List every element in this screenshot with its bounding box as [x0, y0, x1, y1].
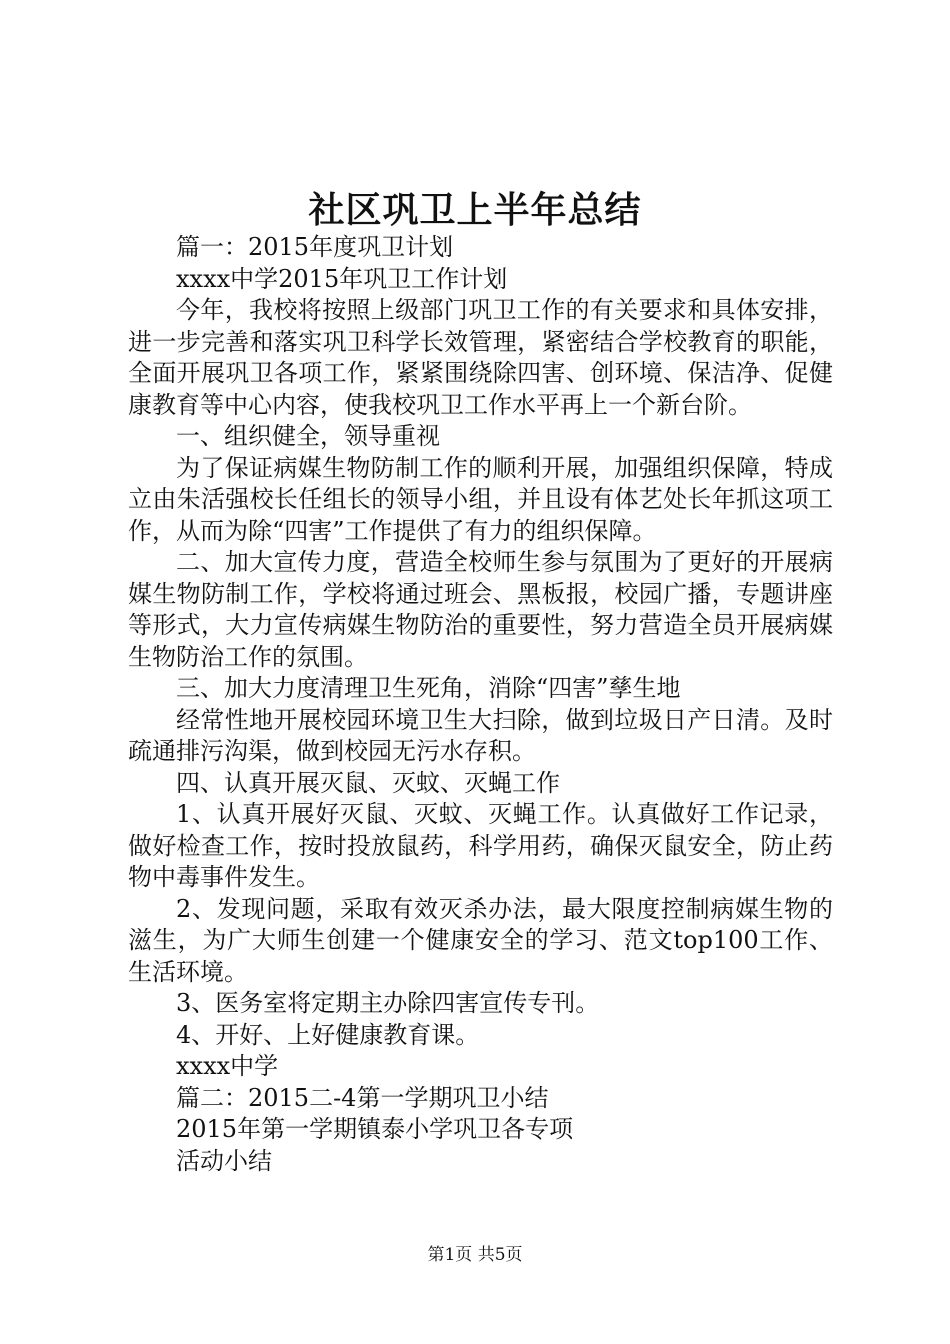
section-heading: 篇一：2015年度巩卫计划	[176, 233, 454, 261]
paragraph: 经常性地开展校园环境卫生大扫除，做到垃圾日产日清。及时疏通排污沟渠，做到校园无污水存积。	[128, 705, 833, 765]
summary-title: 2015年第一学期镇泰小学巩卫各专项	[176, 1115, 574, 1143]
summary-title: 活动小结	[176, 1146, 272, 1175]
list-item: 1、认真开展好灭鼠、灭蚊、灭蝇工作。认真做好工作记录，做好检查工作，按时投放鼠药，科学用药，确保灭鼠安全，防止药物中毒事件发生。	[128, 800, 833, 891]
plan-title: xxxx中学2015年巩卫工作计划	[176, 264, 508, 293]
section-heading: 四、认真开展灭鼠、灭蚊、灭蝇工作	[176, 768, 560, 797]
section-heading: 三、加大力度清理卫生死角，消除“四害”孳生地	[176, 674, 681, 702]
section-heading: 一、组织健全，领导重视	[176, 422, 440, 450]
signature: xxxx中学	[176, 1052, 279, 1080]
document-body	[128, 232, 833, 1177]
section-heading: 篇二：2015二-4第一学期巩卫小结	[176, 1083, 549, 1112]
list-item: 3、医务室将定期主办除四害宣传专刊。	[176, 989, 600, 1017]
document-title: 社区巩卫上半年总结	[308, 189, 642, 231]
paragraph: 为了保证病媒生物防制工作的顺利开展，加强组织保障，特成立由朱活强校长任组长的领导小组，并且设有体艺处长年抓这项工作，从而为除“四害”工作提供了有力的组织保障。	[128, 453, 833, 545]
list-item: 2、发现问题，采取有效灭杀办法，最大限度控制病媒生物的滋生，为广大师生创建一个健康安全的学习、范文top100工作、生活环境。	[128, 894, 833, 986]
paragraph: 今年，我校将按照上级部门巩卫工作的有关要求和具体安排，进一步完善和落实巩卫科学长效管理，紧密结合学校教育的职能，全面开展巩卫各项工作，紧紧围绕除四害、创环境、保洁净、促健康教育等中心内容，使我校巩卫工作水平再上一个新台阶。	[128, 296, 833, 419]
paragraph: 二、加大宣传力度，营造全校师生参与氛围为了更好的开展病媒生物防制工作，学校将通过班会、黑板报，校园广播，专题讲座等形式，大力宣传病媒生物防治的重要性，努力营造全员开展病媒生物防治工作的氛围。	[128, 548, 833, 671]
page-number: 第1页 共5页	[427, 1245, 523, 1265]
list-item: 4、开好、上好健康教育课。	[176, 1020, 480, 1049]
